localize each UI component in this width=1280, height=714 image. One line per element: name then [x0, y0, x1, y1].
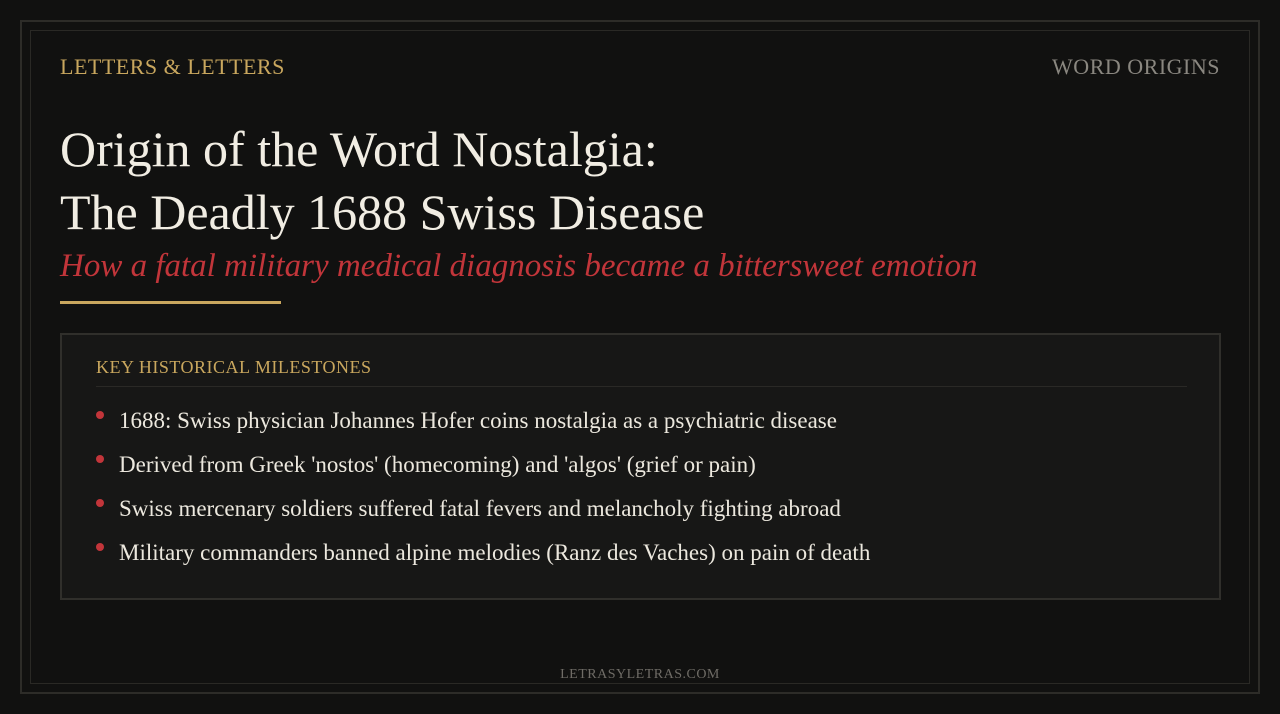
list-item — [96, 445, 870, 489]
bullet-dot-icon — [96, 455, 104, 463]
brand-label: LETTERS & LETTERS — [60, 54, 285, 79]
milestone-text: Military commanders banned alpine melodies (Ranz des Vaches) on pain of death — [119, 540, 871, 565]
footer-website: LETRASYLETRAS.COM — [560, 667, 720, 682]
milestone-text: 1688: Swiss physician Johannes Hofer coins nostalgia as a psychiatric disease — [119, 408, 837, 433]
milestone-text: Swiss mercenary soldiers suffered fatal fevers and melancholy fighting abroad — [119, 496, 841, 521]
list-item — [96, 489, 870, 533]
bullet-dot-icon — [96, 411, 104, 419]
list-item — [96, 401, 870, 445]
title-line-2: The Deadly 1688 Swiss Disease — [60, 184, 705, 240]
accent-divider — [60, 301, 281, 304]
page-title — [60, 118, 704, 244]
list-item — [96, 533, 870, 577]
milestones-panel — [60, 333, 1221, 600]
milestone-text: Derived from Greek 'nostos' (homecoming) and 'algos' (grief or pain) — [119, 452, 756, 477]
milestones-heading: KEY HISTORICAL MILESTONES — [96, 357, 1187, 387]
bullet-dot-icon — [96, 543, 104, 551]
title-line-1: Origin of the Word Nostalgia: — [60, 121, 658, 177]
milestones-list — [96, 401, 870, 577]
category-label: WORD ORIGINS — [1052, 54, 1220, 79]
bullet-dot-icon — [96, 499, 104, 507]
page-subtitle: How a fatal military medical diagnosis became a bittersweet emotion — [60, 248, 978, 284]
